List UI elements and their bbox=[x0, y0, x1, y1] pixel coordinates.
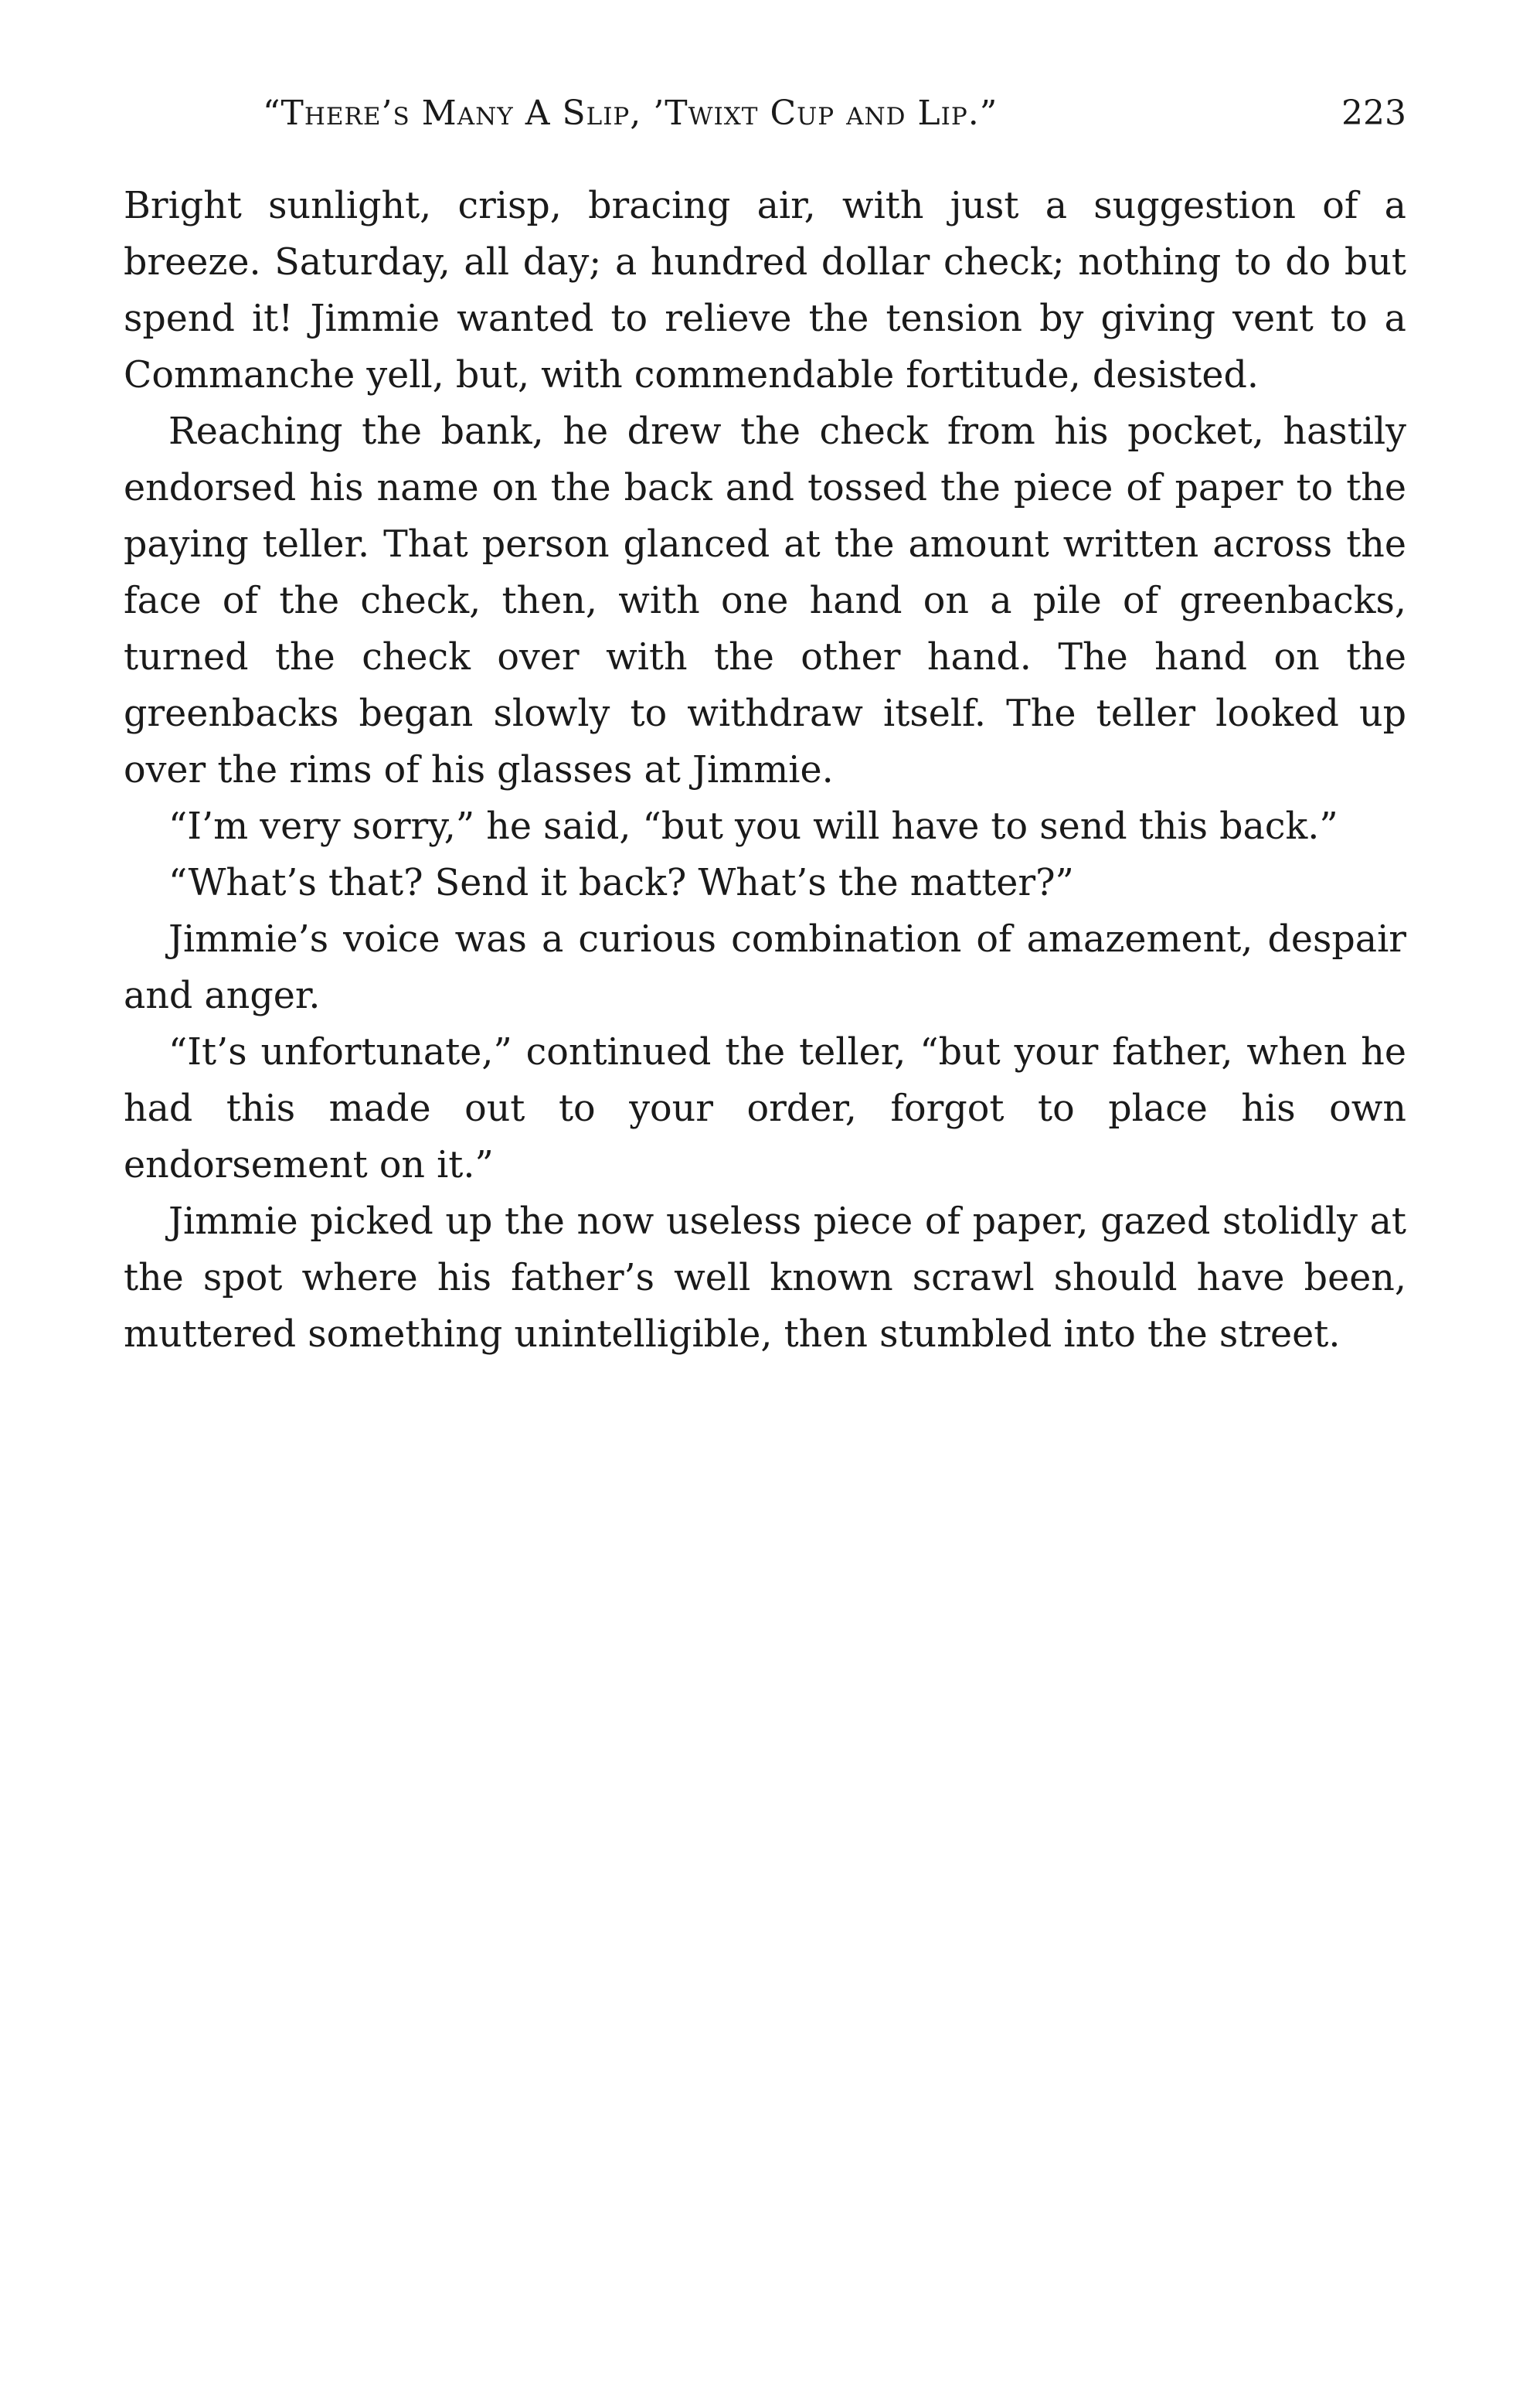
paragraph: “I’m very sorry,” he said, “but you will have to send this back.” bbox=[168, 805, 1338, 848]
running-head-title: “There’s Many A Slip, ’Twixt Cup and Lip.” bbox=[263, 94, 998, 133]
body-text bbox=[124, 178, 1406, 1363]
paragraph: “What’s that? Send it back? What’s the matter?” bbox=[168, 862, 1074, 904]
paragraph: “It’s unfortunate,” continued the teller, “but your father, when he had this made out to your order, forgot to place his own endorsement on it.” bbox=[124, 1031, 1406, 1186]
paragraph: Jimmie’s voice was a curious combination of amazement, despair and anger. bbox=[124, 918, 1406, 1017]
paragraph: Reaching the bank, he drew the check from his pocket, hastily endorsed his name on the back and tossed the piece of paper to the paying teller. That person glanced at the amount written across the face of the check, then, with one hand on a pile of greenbacks, turned the check over with the other hand. The hand on the greenbacks began slowly to withdraw itself. The teller looked up over the rims of his glasses at Jimmie. bbox=[124, 410, 1406, 791]
paragraph: Jimmie picked up the now useless piece of paper, gazed stolidly at the spot where his father’s well known scrawl should have been, muttered something unintelligible, then stumbled into the street. bbox=[124, 1200, 1406, 1356]
running-head bbox=[124, 87, 1406, 141]
paragraph: Bright sunlight, crisp, bracing air, with just a suggestion of a breeze. Saturday, all day; a hundred dollar check; nothing to do but spend it! Jimmie wanted to relieve the tension by giving vent to a Commanche yell, but, with commendable fortitude, desisted. bbox=[124, 185, 1406, 397]
page-number: 223 bbox=[1341, 94, 1406, 133]
